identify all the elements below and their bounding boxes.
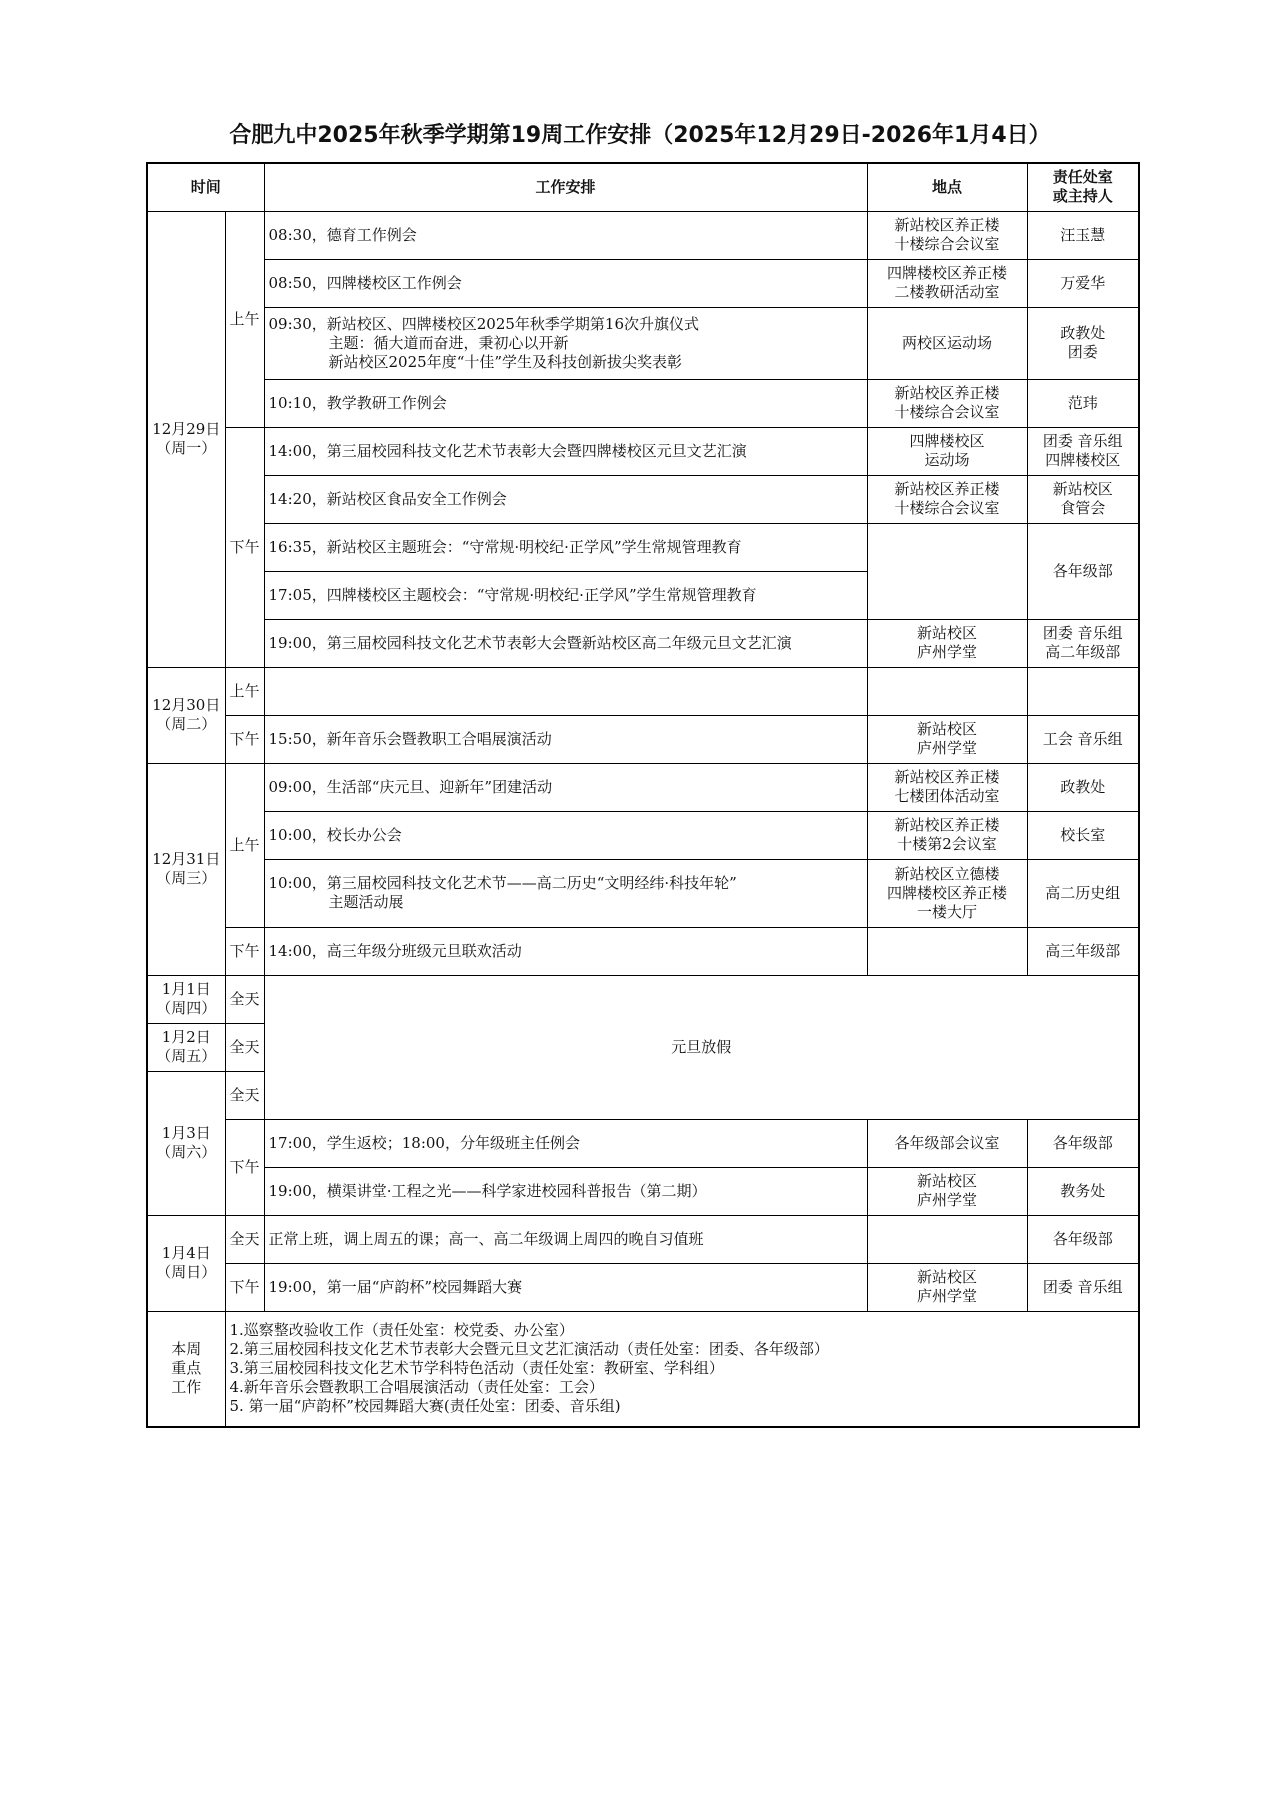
place-cell: [867, 379, 1027, 427]
work-cell: 19:00，第三届校园科技文化艺术节表彰大会暨新站校区高二年级元旦文艺汇演: [264, 619, 867, 667]
owner-cell: 团委 音乐组: [1027, 1263, 1139, 1311]
table-row: [147, 619, 1139, 667]
focus-row: [147, 1311, 1139, 1427]
period-am: 上午: [225, 667, 264, 715]
day-week: （周一）: [156, 439, 217, 457]
focus-label: [147, 1311, 225, 1427]
place-line: 新站校区养正楼: [894, 216, 1000, 234]
focus-item: 2.第三届校园科技文化艺术节表彰大会暨元旦文艺汇演活动（责任处室：团委、各年级部）: [229, 1340, 829, 1359]
day-date: 12月29日: [152, 420, 221, 438]
place-cell: [867, 619, 1027, 667]
focus-item: 1.巡察整改验收工作（责任处室：校党委、办公室）: [229, 1321, 574, 1340]
day-cell-1231: [147, 763, 225, 975]
work-line: 09:30，新站校区、四牌楼校区2025年秋季学期第16次升旗仪式: [268, 314, 700, 333]
work-cell: 15:50，新年音乐会暨教职工合唱展演活动: [264, 715, 867, 763]
place-line: 庐州学堂: [917, 1287, 978, 1305]
work-cell: 08:30，德育工作例会: [264, 211, 867, 259]
day-date: 12月30日: [152, 696, 221, 714]
place-line: 新站校区立德楼: [894, 864, 1000, 883]
focus-item: 3.第三届校园科技文化艺术节学科特色活动（责任处室：教研室、学科组）: [229, 1359, 724, 1378]
place-line: 十楼综合会议室: [894, 235, 1000, 253]
table-row: [147, 523, 1139, 571]
work-cell: 08:50，四牌楼校区工作例会: [264, 259, 867, 307]
place-line: 一楼大厅: [917, 902, 978, 921]
owner-cell: 高二历史组: [1027, 859, 1139, 927]
table-row: [147, 475, 1139, 523]
place-cell: [867, 1167, 1027, 1215]
table-row: [147, 811, 1139, 859]
day-cell-0101: [147, 975, 225, 1023]
owner-line: 团委 音乐组: [1042, 432, 1123, 450]
table-row: [147, 259, 1139, 307]
work-cell: 14:00，第三届校园科技文化艺术节表彰大会暨四牌楼校区元旦文艺汇演: [264, 427, 867, 475]
day-date: 12月31日: [152, 850, 221, 868]
owner-cell: 工会 音乐组: [1027, 715, 1139, 763]
table-row: [147, 379, 1139, 427]
header-owner: [1027, 163, 1139, 211]
day-date: 1月2日: [161, 1028, 211, 1046]
place-line: 二楼教研活动室: [894, 283, 1000, 301]
header-time: 时间: [147, 163, 264, 211]
header-place: 地点: [867, 163, 1027, 211]
place-line: 新站校区养正楼: [894, 768, 1000, 786]
place-line: 四牌楼校区养正楼: [887, 883, 1008, 902]
work-cell: 10:00，校长办公会: [264, 811, 867, 859]
period-pm: 下午: [225, 715, 264, 763]
place-cell: 两校区运动场: [867, 307, 1027, 379]
table-row: [147, 1167, 1139, 1215]
table-row: [147, 1119, 1139, 1167]
place-line: 新站校区: [917, 720, 978, 738]
period-am: 上午: [225, 211, 264, 427]
focus-label-line: 重点: [171, 1359, 202, 1378]
owner-cell: 各年级部: [1027, 523, 1139, 619]
period-allday: 全天: [225, 1071, 264, 1119]
place-line: 新站校区养正楼: [894, 816, 1000, 834]
place-line: 新站校区养正楼: [894, 384, 1000, 402]
header-row: [147, 163, 1139, 211]
place-line: 新站校区: [917, 624, 978, 642]
holiday-cell: 元旦放假: [264, 975, 1139, 1119]
work-cell: 09:00，生活部“庆元旦、迎新年”团建活动: [264, 763, 867, 811]
work-line: 主题活动展: [328, 893, 404, 911]
day-date: 1月1日: [161, 980, 211, 998]
period-pm: 下午: [225, 927, 264, 975]
place-cell: [867, 667, 1027, 715]
place-cell: [867, 427, 1027, 475]
table-row: [147, 927, 1139, 975]
schedule-table: [146, 162, 1140, 1428]
work-line: 10:00，第三届校园科技文化艺术节——高二历史“文明经纬·科技年轮”: [268, 874, 737, 892]
place-cell: 各年级部会议室: [867, 1119, 1027, 1167]
work-cell: 正常上班，调上周五的课；高一、高二年级调上周四的晚自习值班: [264, 1215, 867, 1263]
day-week: （周日）: [156, 1263, 217, 1281]
focus-item: 4.新年音乐会暨教职工合唱展演活动（责任处室：工会）: [229, 1378, 604, 1397]
table-row: [147, 715, 1139, 763]
place-line: 七楼团体活动室: [894, 787, 1000, 805]
page-title: 合肥九中2025年秋季学期第19周工作安排（2025年12月29日-2026年1月4日）: [229, 123, 1051, 148]
work-cell: [264, 667, 867, 715]
day-week: （周二）: [156, 715, 217, 733]
place-line: 新站校区: [917, 1268, 978, 1286]
owner-line: 政教处: [1060, 324, 1106, 342]
place-line: 运动场: [924, 451, 970, 469]
period-allday: 全天: [225, 1215, 264, 1263]
work-line: 主题：循大道而奋进，秉初心以开新: [328, 333, 569, 352]
place-cell: [867, 859, 1027, 927]
owner-line: 新站校区: [1052, 480, 1113, 498]
place-line: 庐州学堂: [917, 643, 978, 661]
day-cell-1229: [147, 211, 225, 667]
table-row: [147, 975, 1139, 1023]
owner-cell: [1027, 427, 1139, 475]
place-cell: [867, 259, 1027, 307]
owner-line: 团委: [1067, 343, 1098, 361]
day-date: 1月4日: [161, 1244, 211, 1262]
place-cell: [867, 811, 1027, 859]
place-cell: [867, 475, 1027, 523]
place-line: 十楼综合会议室: [894, 499, 1000, 517]
work-line: 新站校区2025年度“十佳”学生及科技创新拔尖奖表彰: [328, 352, 683, 371]
work-cell: 14:20，新站校区食品安全工作例会: [264, 475, 867, 523]
table-row: [147, 1263, 1139, 1311]
place-cell: [867, 211, 1027, 259]
period-pm: 下午: [225, 1263, 264, 1311]
work-cell: 19:00，横渠讲堂·工程之光——科学家进校园科普报告（第二期）: [264, 1167, 867, 1215]
place-cell: [867, 927, 1027, 975]
period-pm: 下午: [225, 1119, 264, 1215]
owner-cell: 教务处: [1027, 1167, 1139, 1215]
owner-cell: 校长室: [1027, 811, 1139, 859]
owner-line: 团委 音乐组: [1042, 624, 1123, 642]
day-cell-0104: [147, 1215, 225, 1311]
day-week: （周五）: [156, 1047, 217, 1065]
place-line: 庐州学堂: [917, 739, 978, 757]
period-am: 上午: [225, 763, 264, 927]
period-pm: 下午: [225, 427, 264, 667]
owner-cell: 范玮: [1027, 379, 1139, 427]
place-line: 四牌楼校区养正楼: [887, 264, 1008, 282]
focus-label-line: 本周: [171, 1340, 202, 1359]
owner-line: 高二年级部: [1045, 643, 1121, 661]
place-cell: [867, 715, 1027, 763]
place-cell: [867, 1263, 1027, 1311]
work-cell: [264, 307, 867, 379]
period-allday: 全天: [225, 975, 264, 1023]
period-allday: 全天: [225, 1023, 264, 1071]
owner-cell: 各年级部: [1027, 1215, 1139, 1263]
work-cell: 10:10，教学教研工作例会: [264, 379, 867, 427]
day-week: （周三）: [156, 869, 217, 887]
focus-item: 5. 第一届“庐韵杯”校园舞蹈大赛(责任处室：团委、音乐组): [229, 1397, 621, 1416]
place-line: 十楼第2会议室: [897, 835, 997, 853]
work-cell: 16:35，新站校区主题班会：“守常规·明校纪·正学风”学生常规管理教育: [264, 523, 867, 571]
header-owner-line2: 或主持人: [1052, 187, 1113, 206]
place-line: 新站校区养正楼: [894, 480, 1000, 498]
table-row: [147, 859, 1139, 927]
place-line: 庐州学堂: [917, 1191, 978, 1209]
owner-cell: 政教处: [1027, 763, 1139, 811]
day-cell-0102: [147, 1023, 225, 1071]
work-cell: 19:00，第一届“庐韵杯”校园舞蹈大赛: [264, 1263, 867, 1311]
focus-label-line: 工作: [171, 1378, 202, 1397]
day-week: （周六）: [156, 1143, 217, 1161]
table-row: [147, 763, 1139, 811]
owner-line: 四牌楼校区: [1045, 451, 1121, 469]
work-cell: 17:05，四牌楼校区主题校会：“守常规·明校纪·正学风”学生常规管理教育: [264, 571, 867, 619]
table-row: [147, 667, 1139, 715]
owner-cell: 汪玉慧: [1027, 211, 1139, 259]
work-cell: 14:00，高三年级分班级元旦联欢活动: [264, 927, 867, 975]
place-cell: [867, 523, 1027, 619]
owner-cell: 各年级部: [1027, 1119, 1139, 1167]
owner-cell: [1027, 307, 1139, 379]
owner-cell: [1027, 475, 1139, 523]
header-work: 工作安排: [264, 163, 867, 211]
work-cell: 17:00，学生返校；18:00，分年级班主任例会: [264, 1119, 867, 1167]
day-cell-1230: [147, 667, 225, 763]
place-line: 十楼综合会议室: [894, 403, 1000, 421]
place-cell: [867, 1215, 1027, 1263]
focus-items: [225, 1311, 1139, 1427]
day-date: 1月3日: [161, 1124, 211, 1142]
place-line: 四牌楼校区: [909, 432, 985, 450]
owner-line: 食管会: [1060, 499, 1106, 517]
place-cell: [867, 763, 1027, 811]
table-row: [147, 427, 1139, 475]
owner-cell: 万爱华: [1027, 259, 1139, 307]
owner-cell: 高三年级部: [1027, 927, 1139, 975]
table-row: [147, 211, 1139, 259]
place-line: 新站校区: [917, 1172, 978, 1190]
owner-cell: [1027, 619, 1139, 667]
work-cell: [264, 859, 867, 927]
owner-cell: [1027, 667, 1139, 715]
table-row: [147, 307, 1139, 379]
day-cell-0103: [147, 1071, 225, 1215]
table-row: [147, 1215, 1139, 1263]
day-week: （周四）: [156, 999, 217, 1017]
header-owner-line1: 责任处室: [1052, 168, 1113, 187]
